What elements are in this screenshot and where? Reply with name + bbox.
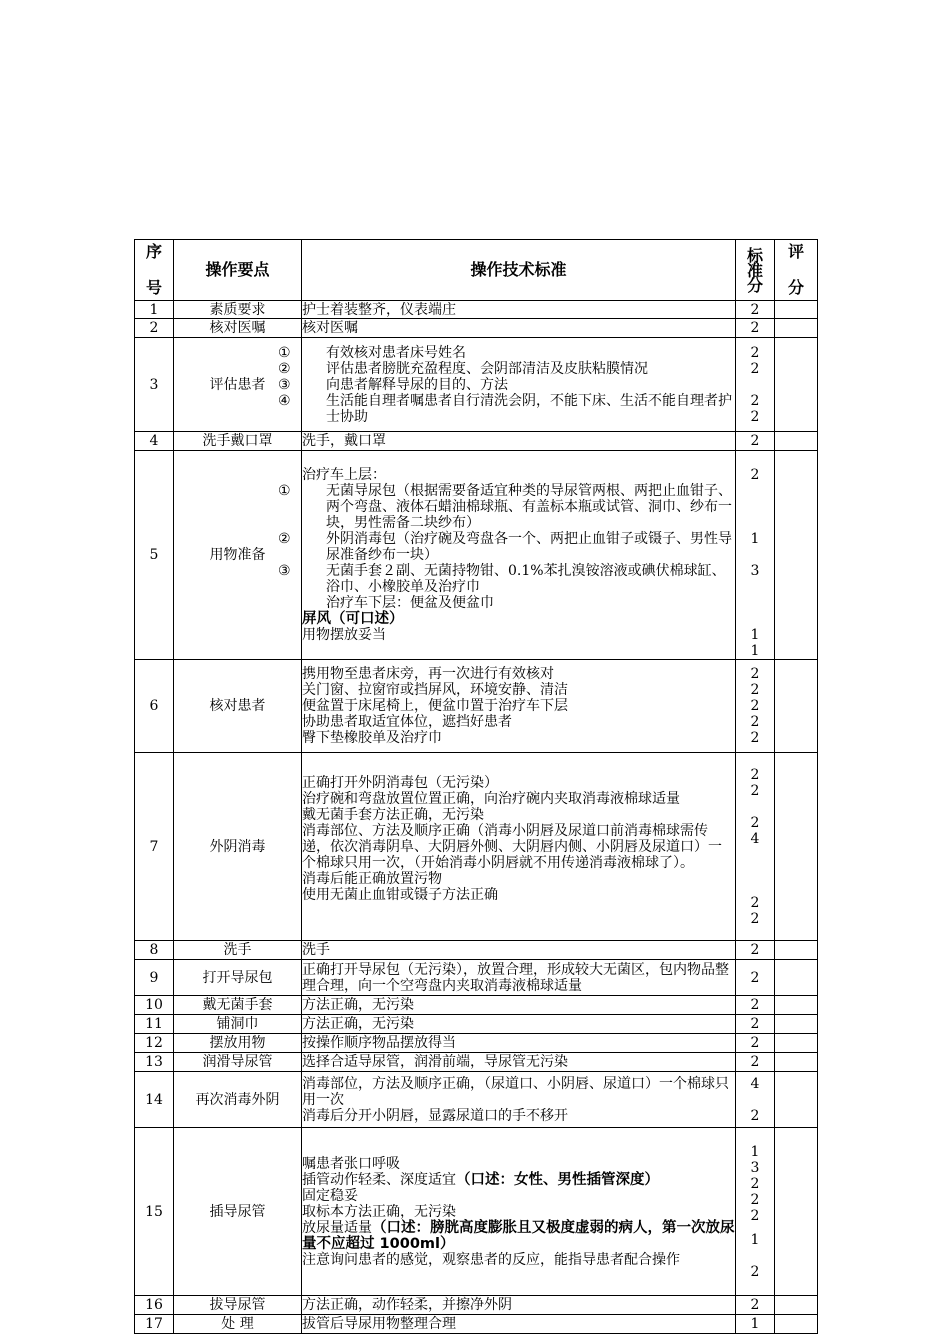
row-number: 16 [135, 1296, 174, 1315]
row-points: 2 2 2 2 2 [736, 660, 775, 753]
header-standard: 操作技术标准 [302, 240, 736, 301]
row-number: 7 [135, 753, 174, 941]
header-score-char: 评 [787, 242, 804, 261]
row-key: 核对医嘱 [174, 319, 302, 338]
row-number: 8 [135, 941, 174, 960]
table-row [135, 319, 818, 338]
row-number: 12 [135, 1034, 174, 1053]
row-points: 2 1 3 1 1 [736, 451, 775, 660]
table-row [135, 1315, 818, 1334]
row-points: 4 2 [736, 1072, 775, 1128]
list-item: ③ 向患者解释导尿的目的、方法 [278, 376, 508, 393]
row-points: 2 [736, 996, 775, 1015]
header-seq [135, 240, 174, 301]
row-standard: 选择合适导尿管，润滑前端，导尿管无污染 [302, 1053, 736, 1072]
table-row [135, 1034, 818, 1053]
row-score-cell[interactable] [775, 753, 818, 941]
row-number: 10 [135, 996, 174, 1015]
table-row [135, 660, 818, 753]
row-points: 2 2 2 2 [736, 338, 775, 432]
list-item: ① 有效核对患者床号姓名 [278, 344, 466, 361]
row-key: 拔导尿管 [174, 1296, 302, 1315]
list-item: ④ 生活能自理者嘱患者自行清洗会阴，不能下床、生活不能自理者护士协助 [278, 392, 732, 425]
row-score-cell[interactable] [775, 451, 818, 660]
row-key: 评估患者 [174, 338, 302, 432]
header-score-char: 分 [787, 278, 804, 297]
row-key: 洗手戴口罩 [174, 432, 302, 451]
row-score-cell[interactable] [775, 1034, 818, 1053]
row-key: 外阴消毒 [174, 753, 302, 941]
row-key: 再次消毒外阴 [174, 1072, 302, 1128]
row-key: 打开导尿包 [174, 960, 302, 996]
row-standard: 携用物至患者床旁，再一次进行有效核对 关门窗、拉窗帘或挡屏风，环境安静、清洁 便盆置于床尾椅上，便盆巾置于治疗车下层 协助患者取适宜体位，遮挡好患者 臀下垫橡胶单及治疗巾 [302, 660, 736, 753]
row-number: 3 [135, 338, 174, 432]
row-points: 2 [736, 941, 775, 960]
row-key: 戴无菌手套 [174, 996, 302, 1015]
row-key: 用物准备 [174, 451, 302, 660]
row-score-cell[interactable] [775, 1072, 818, 1128]
row-standard: 方法正确，无污染 [302, 996, 736, 1015]
row-number: 17 [135, 1315, 174, 1334]
row-number: 14 [135, 1072, 174, 1128]
list-item: ② 外阴消毒包（治疗碗及弯盘各一个、两把止血钳子或镊子、男性导尿准备纱布一块） [278, 531, 732, 563]
row-points: 1 [736, 1315, 775, 1334]
row-score-cell[interactable] [775, 1296, 818, 1315]
table-row [135, 753, 818, 941]
row-key: 铺洞巾 [174, 1015, 302, 1034]
row-number: 13 [135, 1053, 174, 1072]
header-points-char: 准 [746, 260, 763, 280]
header-key: 操作要点 [174, 240, 302, 301]
row-score-cell[interactable] [775, 1053, 818, 1072]
row-standard: 方法正确，无污染 [302, 1015, 736, 1034]
row-standard: 正确打开导尿包（无污染），放置合理，形成较大无菌区，包内物品整理合理，向一个空弯盘内夹取消毒液棉球适量 [302, 960, 736, 996]
row-score-cell[interactable] [775, 941, 818, 960]
row-points: 2 [736, 1296, 775, 1315]
row-points: 2 [736, 1015, 775, 1034]
table-row [135, 941, 818, 960]
row-standard: 方法正确，动作轻柔，并擦净外阴 [302, 1296, 736, 1315]
row-key: 处 理 [174, 1315, 302, 1334]
list-item: ② 评估患者膀胱充盈程度、会阴部清洁及皮肤粘膜情况 [278, 360, 648, 377]
table-row [135, 960, 818, 996]
header-points [736, 240, 775, 301]
row-points: 2 [736, 432, 775, 451]
row-number: 9 [135, 960, 174, 996]
row-score-cell[interactable] [775, 996, 818, 1015]
row-number: 11 [135, 1015, 174, 1034]
table-row [135, 301, 818, 319]
row-standard: 按操作顺序物品摆放得当 [302, 1034, 736, 1053]
row-score-cell[interactable] [775, 960, 818, 996]
row-standard: 拔管后导尿用物整理合理 [302, 1315, 736, 1334]
row-score-cell[interactable] [775, 1128, 818, 1296]
row-standard [278, 338, 736, 432]
row-points: 1 3 2 2 2 1 2 [736, 1128, 775, 1296]
row-score-cell[interactable] [775, 301, 818, 319]
table-header-row [135, 240, 818, 301]
upper-tray-label: 治疗车上层： [302, 467, 386, 483]
list-item: ③ 无菌手套２副、无菌持物钳、0.1%苯扎溴铵溶液或碘伏棉球缸、浴巾、小橡胶单及治疗巾 [278, 563, 726, 595]
row-number: 15 [135, 1128, 174, 1296]
row-standard [278, 451, 736, 660]
row-standard: 核对医嘱 [302, 319, 736, 338]
row-score-cell[interactable] [775, 660, 818, 753]
row-number: 4 [135, 432, 174, 451]
list-item: ① 无菌导尿包（根据需要备适宜种类的导尿管两根、两把止血钳子、两个弯盘、液体石蜡油棉球瓶、有盖标本瓶或试管、洞巾、纱布一块，男性需备二块纱布） [278, 483, 732, 531]
table-row [135, 432, 818, 451]
header-seq-char: 号 [145, 278, 162, 297]
lower-tray-label: 治疗车下层：便盆及便盆巾 [326, 595, 494, 611]
row-points: 2 [736, 1034, 775, 1053]
table-row [135, 1072, 818, 1128]
row-standard: 洗手 [302, 941, 736, 960]
oral-note: （口述：膀胱高度膨胀且又极度虚弱的病人，第一次放尿量不应超过 1000ml） [302, 1219, 735, 1252]
row-score-cell[interactable] [775, 319, 818, 338]
row-points: 2 [736, 319, 775, 338]
header-points-char: 分 [746, 275, 763, 295]
table-row [135, 1128, 818, 1296]
nursing-assessment-table [134, 239, 818, 1334]
row-number: 6 [135, 660, 174, 753]
oral-note: （口述：女性、男性插管深度） [456, 1171, 659, 1188]
screen-note: 屏风（可口述） [302, 611, 404, 627]
table-row [135, 1015, 818, 1034]
header-seq-char: 序 [145, 242, 162, 261]
row-key: 核对患者 [174, 660, 302, 753]
table-row [135, 338, 818, 432]
table-row [135, 1053, 818, 1072]
row-score-cell[interactable] [775, 1015, 818, 1034]
row-standard: 消毒部位，方法及顺序正确，（尿道口、小阴唇、尿道口）一个棉球只用一次 消毒后分开小阴唇，显露尿道口的手不移开 [302, 1072, 736, 1128]
header-score [775, 240, 818, 301]
row-number: 1 [135, 301, 174, 319]
row-standard: 洗手，戴口罩 [302, 432, 736, 451]
row-number: 2 [135, 319, 174, 338]
row-points: 2 [736, 301, 775, 319]
row-standard: 正确打开外阴消毒包（无污染） 治疗碗和弯盘放置位置正确，向治疗碗内夹取消毒液棉球适量 戴无菌手套方法正确，无污染 消毒部位、方法及顺序正确（消毒小阴唇及尿道口前消毒棉球需传递，依次消毒阴阜、大阴唇外侧、大阴唇内侧、小阴唇及尿道口）一个棉球只用一次，（开始消毒小阴唇就不用传递消毒液棉球了）。 消毒后能正确放置污物 使用无菌止血钳或镊子方法正确 [302, 753, 736, 941]
header-points-char: 标 [746, 245, 763, 265]
row-key: 润滑导尿管 [174, 1053, 302, 1072]
row-points: 2 [736, 960, 775, 996]
row-points: 2 2 2 4 2 2 [736, 753, 775, 941]
row-standard: 嘱患者张口呼吸 插管动作轻柔、深度适宜（口述：女性、男性插管深度） 固定稳妥 取标本方法正确，无污染 放尿量适量（口述：膀胱高度膨胀且又极度虚弱的病人，第一次放尿量不应超过 1000ml） 注意询问患者的感觉，观察患者的反应，能指导患者配合操作 [302, 1128, 736, 1296]
row-standard: 护士着装整齐，仪表端庄 [302, 301, 736, 319]
row-key: 摆放用物 [174, 1034, 302, 1053]
row-points: 2 [736, 1053, 775, 1072]
table-row [135, 996, 818, 1015]
table-row [135, 451, 818, 660]
row-score-cell[interactable] [775, 338, 818, 432]
row-key: 洗手 [174, 941, 302, 960]
table-row [135, 1296, 818, 1315]
placement-note: 用物摆放妥当 [302, 627, 386, 643]
row-score-cell[interactable] [775, 432, 818, 451]
row-key: 素质要求 [174, 301, 302, 319]
row-score-cell[interactable] [775, 1315, 818, 1334]
row-number: 5 [135, 451, 174, 660]
row-key: 插导尿管 [174, 1128, 302, 1296]
